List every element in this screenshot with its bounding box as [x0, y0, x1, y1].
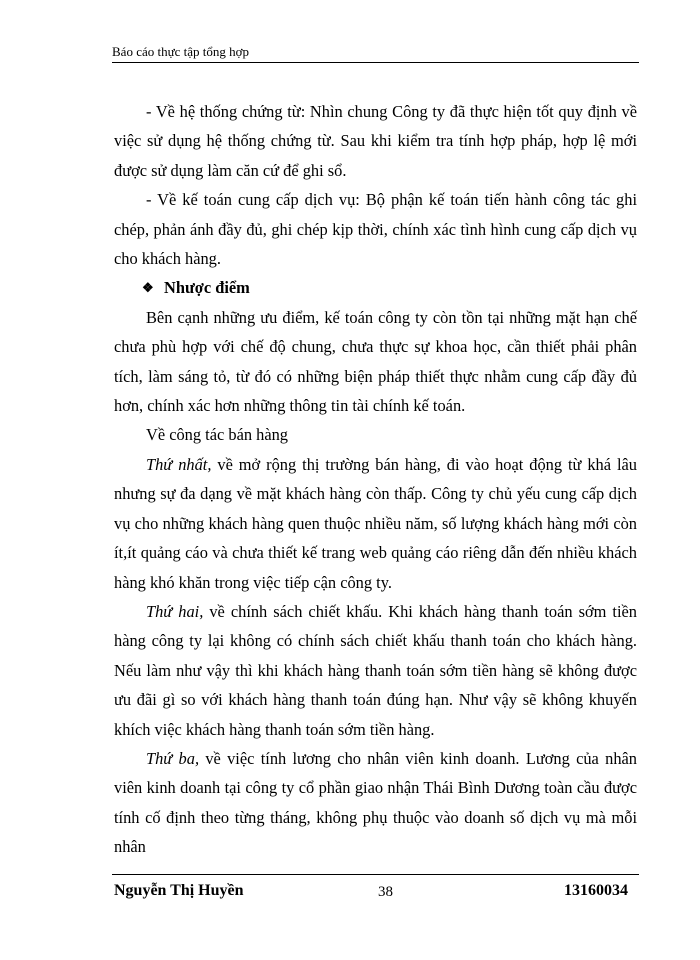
second-point-text: về chính sách chiết khấu. Khi khách hàng thanh toán sớm tiền hàng công ty lại không có chính sách chiết khấu thanh toán cho khách hàng. Nếu làm như vậy thì khi khách hàng thanh toán sớm tiền hàng sẽ không được ưu đãi gì so với khách hàng thanh toán đúng hạn. Như vậy sẽ không khuyến khích việc khách hàng thanh toán sớm tiền hàng. — [114, 601, 638, 739]
footer-divider — [112, 874, 639, 875]
student-id: 13160034 — [564, 882, 628, 899]
heading-text: Nhược điểm — [164, 278, 250, 298]
paragraph-weaknesses-intro: Bên cạnh những ưu điểm, kế toán công ty còn tồn tại những mặt hạn chế chưa phù hợp với chế độ chung, chưa thực sự khoa học, cần thiết phải phân tích, làm sáng tỏ, từ đó có những biện pháp thiết thực nhằm cung cấp đầy đủ hơn, chính xác hơn những thông tin tài chính kế toán. — [114, 307, 637, 416]
third-point-text: về việc tính lương cho nhân viên kinh doanh. Lương của nhân viên kinh doanh tại công ty cổ phần giao nhận Thái Bình Dương toàn cầu được tính cố định theo từng tháng, không phụ thuộc vào doanh số dịch vụ mà mỗi nhân — [114, 748, 637, 857]
third-point-lead: Thứ ba, — [146, 748, 200, 768]
header-divider — [112, 62, 639, 63]
second-point-lead: Thứ hai, — [146, 601, 204, 621]
paragraph-third-point — [114, 744, 637, 862]
section-heading-weaknesses — [114, 273, 637, 302]
page-number: 38 — [378, 884, 393, 900]
page-body — [114, 97, 637, 862]
page-header-title: Báo cáo thực tập tổng hợp — [112, 44, 250, 59]
first-point-text: về mở rộng thị trường bán hàng, đi vào hoạt động từ khá lâu nhưng sự đa dạng về mặt khách hàng còn thấp. Công ty chủ yếu cung cấp dịch vụ cho những khách hàng quen thuộc nhiều năm, số lượng khách hàng mới còn ít,ít quảng cáo và chưa thiết kế trang web quảng cáo riêng dẫn đến nhiều khách hàng khó khăn trong việc tiếp cận công ty. — [114, 454, 637, 592]
paragraph-service-accounting: - Về kế toán cung cấp dịch vụ: Bộ phận kế toán tiến hành công tác ghi chép, phản ánh đầy đủ, ghi chép kịp thời, chính xác tình hình cung cấp dịch vụ cho khách hàng. — [114, 190, 637, 269]
diamond-bullet-icon: ❖ — [142, 280, 154, 296]
paragraph-sales-subheading: Về công tác bán hàng — [146, 425, 288, 445]
first-point-lead: Thứ nhất, — [146, 454, 212, 474]
paragraph-second-point — [114, 597, 637, 744]
paragraph-first-point — [114, 450, 637, 597]
footer-author: Nguyễn Thị Huyền — [114, 882, 244, 899]
paragraph-documents: - Về hệ thống chứng từ: Nhìn chung Công ty đã thực hiện tốt quy định về việc sử dụng hệ thống chứng từ. Sau khi kiểm tra tính hợp pháp, hợp lệ mới được sử dụng làm căn cứ để ghi sổ. — [114, 102, 637, 180]
